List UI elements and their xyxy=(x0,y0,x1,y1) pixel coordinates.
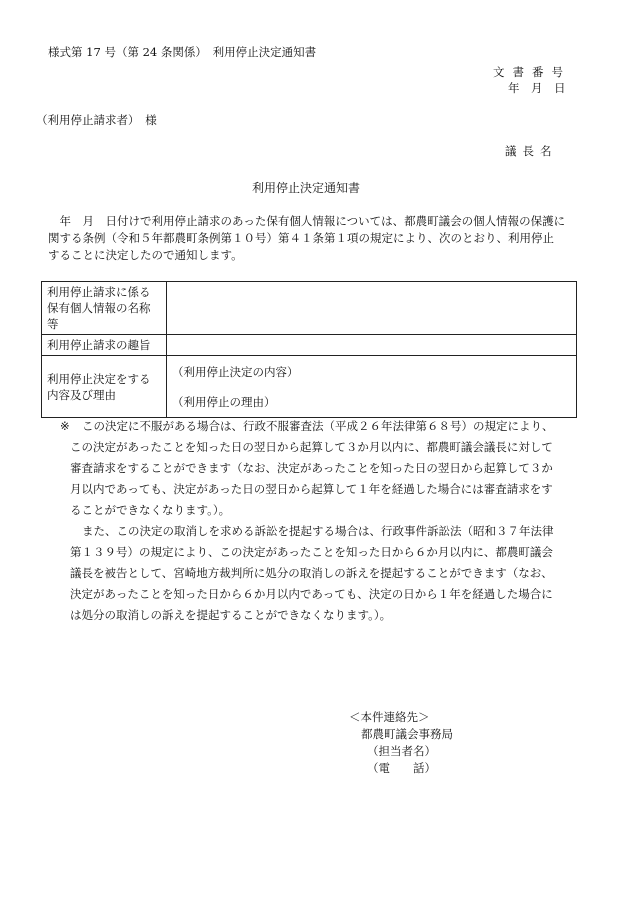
appeal-notes xyxy=(48,416,588,626)
table-row xyxy=(42,335,577,356)
note-line xyxy=(48,416,588,437)
note-line: は処分の取消しの訴えを提起することができなくなります。）。 xyxy=(70,608,392,622)
chair-name-label: 議長名 xyxy=(505,144,558,158)
row-value-request-purpose xyxy=(167,335,577,356)
note-line: 第１３９号）の規定により、この決定があったことを知った日から６か月以内に、都農町議会 xyxy=(70,545,553,559)
note-line: 月以内であっても、決定があった日の翌日から起算して１年を経過した場合には審査請求をす xyxy=(70,482,553,496)
document-number-label: 文書番号 xyxy=(493,65,571,79)
contact-phone: （電 話） xyxy=(367,761,436,775)
row-label-personal-info-name xyxy=(42,282,167,335)
label-line: 内容及び理由 xyxy=(47,387,116,402)
decision-content-note: （利用停止決定の内容） xyxy=(172,364,299,379)
note-line: 議長を被告として、宮崎地方裁判所に処分の取消しの訴えを提起することができます（なお、 xyxy=(70,566,553,580)
label-line: 利用停止決定をする xyxy=(47,371,151,386)
decision-reason-note: （利用停止の理由） xyxy=(172,394,276,409)
table-row xyxy=(42,356,577,418)
row-value-decision-details xyxy=(167,356,577,418)
note-line: ることができなくなります。）。 xyxy=(70,503,231,517)
body-line: することに決定したので通知します。 xyxy=(48,248,243,262)
contact-person: （担当者名） xyxy=(367,744,436,758)
label-line: 等 xyxy=(47,317,59,331)
table-row xyxy=(42,282,577,335)
row-label-request-purpose: 利用停止請求の趣旨 xyxy=(42,335,167,356)
label-line: 保有個人情報の名称 xyxy=(47,301,151,315)
reference-mark: ※ xyxy=(60,419,70,433)
note-text: この決定に不服がある場合は、行政不服審査法（平成２６年法律第６８号）の規定により、 xyxy=(82,419,554,433)
body-line: 年 月 日付けで利用停止請求のあった保有個人情報については、都農町議会の個人情報の保護に xyxy=(48,214,566,228)
label-line: 利用停止請求に係る xyxy=(47,285,151,299)
addressee: （利用停止請求者） 様 xyxy=(36,113,157,127)
note-line: この決定があったことを知った日の翌日から起算して３か月以内に、都農町議会議長に対して xyxy=(70,440,553,454)
body-paragraph xyxy=(48,213,588,264)
document-title: 利用停止決定通知書 xyxy=(252,181,361,195)
info-table xyxy=(41,281,577,418)
contact-block xyxy=(349,709,453,777)
contact-heading: ＜本件連絡先＞ xyxy=(349,710,430,724)
note-line: また、この決定の取消しを求める訴訟を提起する場合は、行政事件訴訟法（昭和３７年法律 xyxy=(82,524,554,538)
document-date-label: 年 月 日 xyxy=(508,81,566,95)
form-reference: 様式第 17 号（第 24 条関係） 利用停止決定通知書 xyxy=(48,45,317,59)
row-value-personal-info-name xyxy=(167,282,577,335)
row-label-decision-details xyxy=(42,356,167,418)
contact-office: 都農町議会事務局 xyxy=(361,727,453,741)
note-line: 決定があったことを知った日から６か月以内であっても、決定の日から１年を経過した場合に xyxy=(70,587,553,601)
body-line: 関する条例（令和５年都農町条例第１０号）第４１条第１項の規定により、次のとおり、利用停止 xyxy=(48,231,554,245)
note-line: 審査請求をすることができます（なお、決定があったことを知った日の翌日から起算して３か xyxy=(70,461,553,475)
